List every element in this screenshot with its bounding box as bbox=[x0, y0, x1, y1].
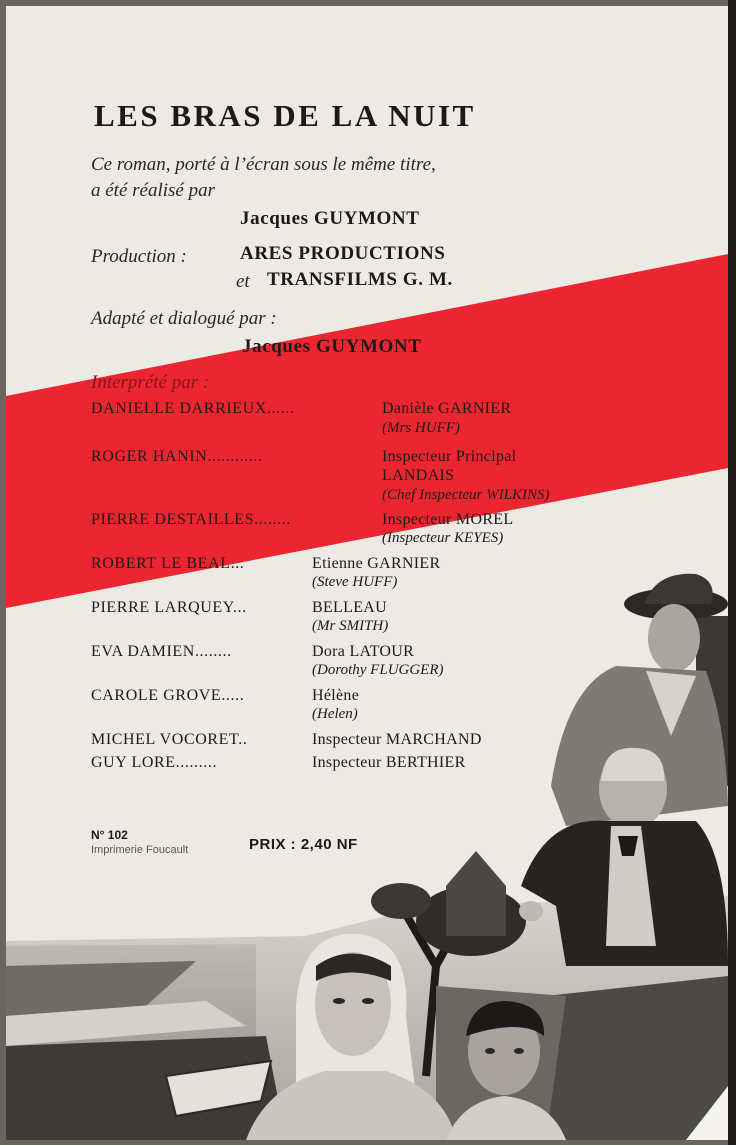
cast-actor: PIERRE LARQUEY... bbox=[91, 599, 247, 616]
cast-role: Etienne GARNIER bbox=[312, 555, 441, 572]
cast-actor: ROGER HANIN............ bbox=[91, 448, 263, 465]
book-back-cover bbox=[6, 6, 728, 1140]
adapter-name: Jacques GUYMONT bbox=[242, 336, 422, 357]
film-stills-collage bbox=[6, 6, 728, 1140]
cast-actor: DANIELLE DARRIEUX...... bbox=[91, 400, 295, 417]
cast-original-role: (Steve HUFF) bbox=[312, 574, 398, 590]
intro-line-2: a été réalisé par bbox=[91, 180, 216, 201]
intro-line-1: Ce roman, porté à l’écran sous le même titre, bbox=[91, 154, 436, 175]
cast-original-role: (Mr SMITH) bbox=[312, 618, 389, 634]
cast-actor: ROBERT LE BEAL... bbox=[91, 555, 245, 572]
price-label: PRIX : 2,40 NF bbox=[249, 836, 358, 853]
series-number: N° 102 bbox=[91, 828, 128, 842]
cast-role: Inspecteur MOREL bbox=[382, 511, 514, 528]
cast-role: Inspecteur Principal bbox=[382, 448, 517, 465]
cast-role: BELLEAU bbox=[312, 599, 387, 616]
book-spine-edge bbox=[728, 0, 736, 1145]
cast-actor: GUY LORE......... bbox=[91, 754, 218, 771]
cast-original-role: (Dorothy FLUGGER) bbox=[312, 662, 444, 678]
book-title: LES BRAS DE LA NUIT bbox=[94, 98, 476, 133]
cast-role: Inspecteur BERTHIER bbox=[312, 754, 466, 771]
cast-actor: EVA DAMIEN........ bbox=[91, 643, 232, 660]
production-company-2: TRANSFILMS G. M. bbox=[267, 269, 453, 290]
production-company-1: ARES PRODUCTIONS bbox=[240, 243, 446, 264]
cast-actor: PIERRE DESTAILLES........ bbox=[91, 511, 291, 528]
printer-name: Imprimerie Foucault bbox=[91, 844, 189, 856]
director-name: Jacques GUYMONT bbox=[240, 208, 420, 229]
adapted-label: Adapté et dialogué par : bbox=[91, 308, 277, 329]
cast-role: Inspecteur MARCHAND bbox=[312, 731, 482, 748]
cast-role-line-2: LANDAIS bbox=[382, 467, 455, 484]
cast-role: Hélène bbox=[312, 687, 360, 704]
cast-label: Interprété par : bbox=[91, 372, 210, 393]
cast-role: Danièle GARNIER bbox=[382, 400, 512, 417]
cast-original-role: (Chef Inspecteur WILKINS) bbox=[382, 487, 550, 503]
cast-actor: MICHEL VOCORET.. bbox=[91, 731, 248, 748]
cast-role: Dora LATOUR bbox=[312, 643, 415, 660]
cast-original-role: (Inspecteur KEYES) bbox=[382, 530, 504, 546]
cast-original-role: (Helen) bbox=[312, 706, 358, 722]
cast-actor: CAROLE GROVE..... bbox=[91, 687, 245, 704]
production-conjunction: et bbox=[236, 271, 250, 292]
production-label: Production : bbox=[91, 246, 187, 267]
cast-original-role: (Mrs HUFF) bbox=[382, 420, 460, 436]
